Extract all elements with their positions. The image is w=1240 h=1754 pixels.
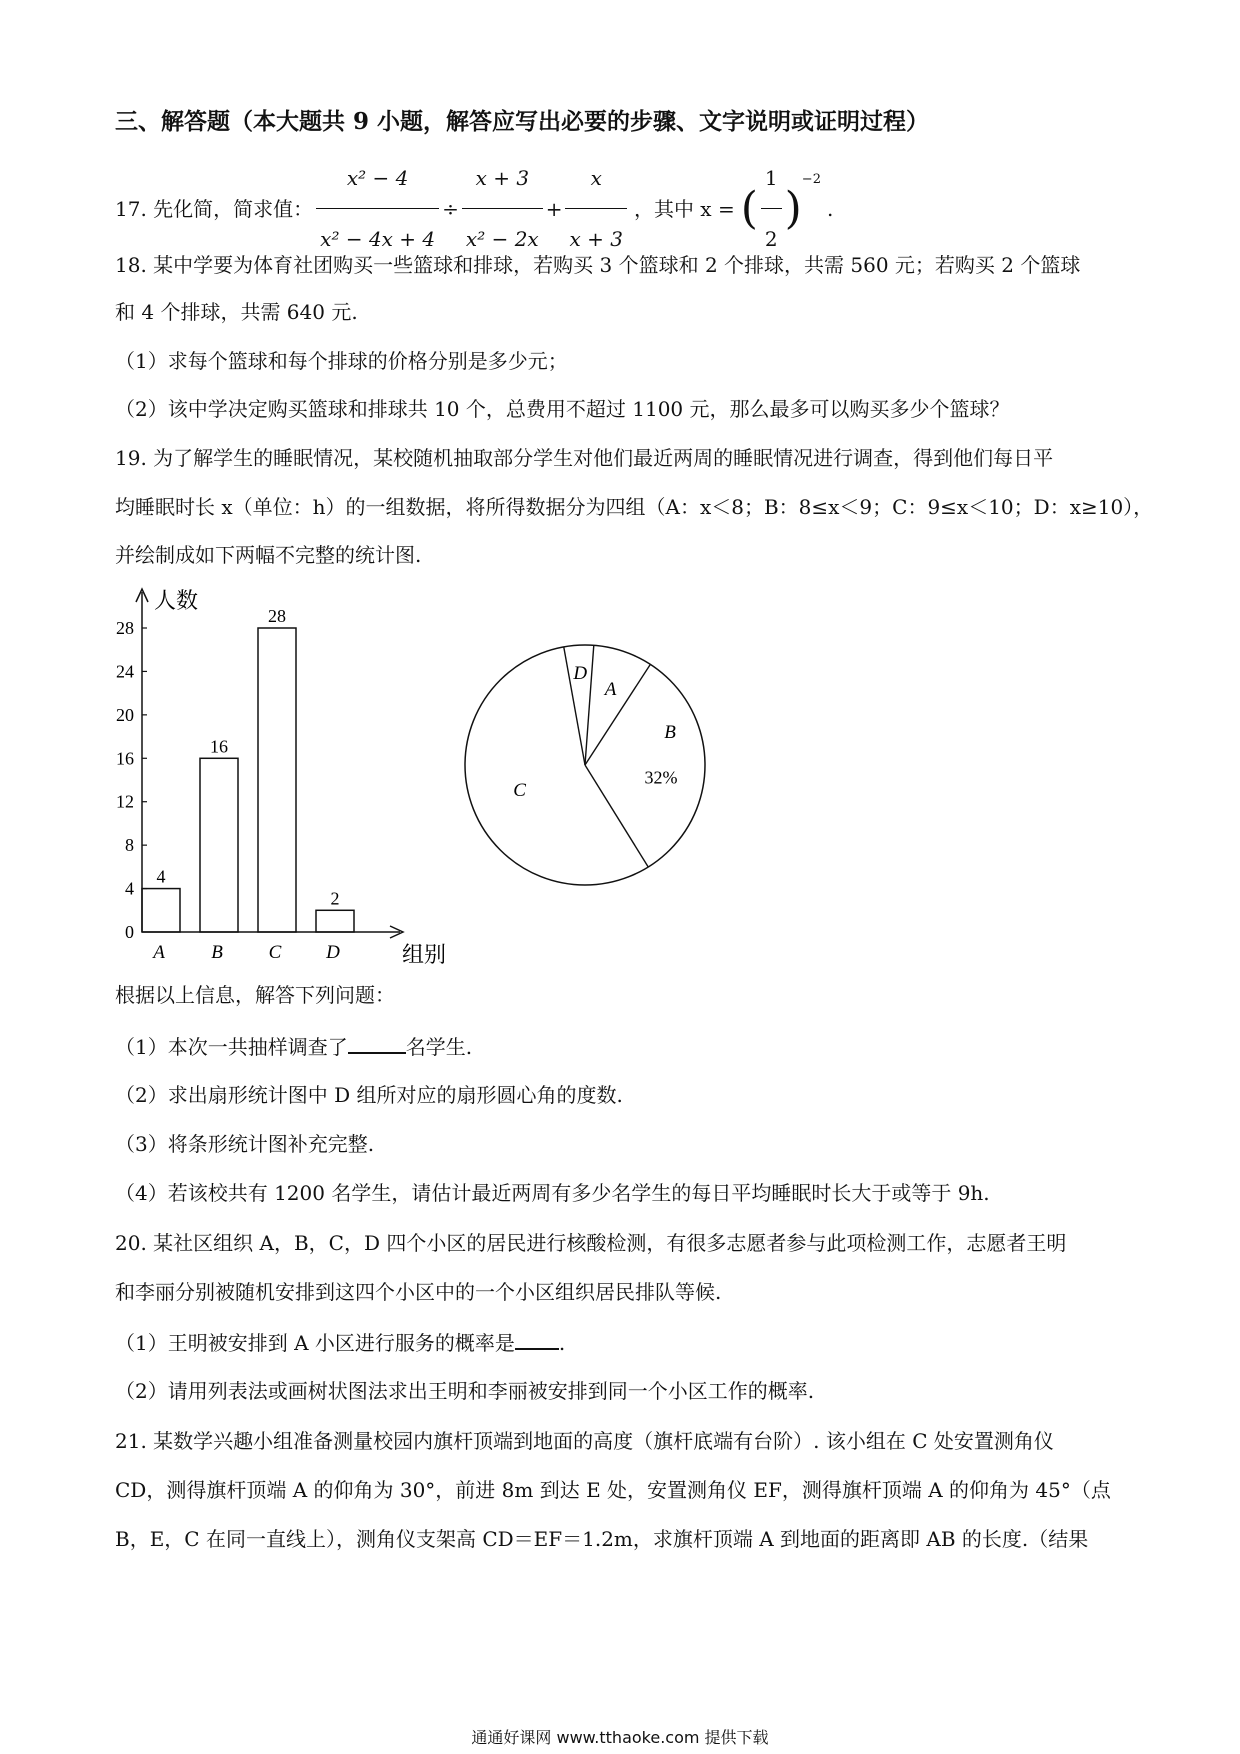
q17-f3-denominator: x + 3: [565, 208, 626, 267]
bar-D: [316, 910, 354, 932]
q19-sub-1-text-b: 名学生.: [405, 1035, 473, 1059]
pie-label-D: D: [573, 663, 588, 685]
q17-f2-denominator: x² − 2x: [462, 208, 543, 267]
q19-answer-blank[interactable]: [348, 1030, 406, 1054]
q20-sub-1: [115, 1326, 565, 1358]
q17-exponent: −2: [801, 172, 821, 187]
q18-sub-2: （2）该中学决定购买篮球和排球共 10 个，总费用不超过 1100 元，那么最多可以购买多少个篮球？: [115, 397, 1010, 421]
bar-chart-x-label: 组别: [402, 942, 447, 967]
q17-half-numerator: 1: [764, 166, 778, 190]
q17-f3-numerator: x: [590, 166, 602, 190]
pie-label-B: B: [664, 721, 676, 743]
y-tick-label: 24: [116, 661, 134, 682]
q19-intro: 根据以上信息，解答下列问题：: [115, 983, 395, 1007]
q17-f2-numerator: x + 3: [475, 166, 530, 190]
q19-sub-3: （3）将条形统计图补充完整.: [115, 1132, 375, 1156]
bar-B: [200, 758, 238, 932]
y-tick-label: 20: [116, 704, 134, 725]
q20-sub-2: （2）请用列表法或画树状图法求出王明和李丽被安排到同一个小区工作的概率.: [115, 1379, 815, 1403]
bar-value-label: 28: [268, 606, 286, 626]
x-category-label: B: [211, 942, 223, 963]
q17-end: .: [826, 196, 834, 221]
q17-right-paren: ): [784, 182, 802, 234]
q21-line-2: CD，测得旗杆顶端 A 的仰角为 30°，前进 8m 到达 E 处，安置测角仪 EF，测得旗杆顶端 A 的仰角为 45°（点: [115, 1478, 1111, 1502]
y-tick-label: 28: [116, 618, 134, 638]
bar-A: [142, 889, 180, 932]
pie-sector-boundary: [585, 664, 650, 765]
pie-label-A: A: [604, 679, 617, 701]
pie-sector-boundary: [585, 765, 648, 867]
q18-line-2: 和 4 个排球，共需 640 元.: [115, 300, 358, 324]
q20-sub-1-text-a: （1）王明被安排到 A 小区进行服务的概率是: [115, 1331, 515, 1355]
pie-percent-B: 32%: [644, 767, 678, 788]
y-tick-label: 4: [125, 878, 134, 899]
q18-sub-1: （1）求每个篮球和每个排球的价格分别是多少元；: [115, 349, 568, 373]
y-tick-label: 0: [125, 922, 134, 942]
q19-line-3: 并绘制成如下两幅不完整的统计图.: [115, 543, 422, 567]
y-tick-label: 12: [116, 791, 134, 812]
q19-sub-2: （2）求出扇形统计图中 D 组所对应的扇形圆心角的度数.: [115, 1083, 623, 1107]
q20-line-1: 20. 某社区组织 A，B，C，D 四个小区的居民进行核酸检测，有很多志愿者参与此项检测工作，志愿者王明: [115, 1231, 1067, 1255]
q20-line-2: 和李丽分别被随机安排到这四个小区中的一个小区组织居民排队等候.: [115, 1280, 722, 1304]
q19-sub-1-text-a: （1）本次一共抽样调查了: [115, 1035, 348, 1059]
x-category-label: D: [326, 942, 340, 963]
q17-condition: ，其中 x =: [633, 196, 735, 221]
q21-line-1: 21. 某数学兴趣小组准备测量校园内旗杆顶端到地面的高度（旗杆底端有台阶）. 该小组在 C 处安置测角仪: [115, 1429, 1054, 1453]
bar-value-label: 4: [156, 866, 166, 887]
q19-sub-4: （4）若该校共有 1200 名学生，请估计最近两周有多少名学生的每日平均睡眠时长大于或等于 9h.: [115, 1181, 990, 1205]
q17-plus-op: +: [545, 196, 563, 221]
q20-sub-1-text-b: .: [558, 1331, 566, 1355]
footer: 通通好课网 www.tthaoke.com 提供下载: [471, 1728, 769, 1747]
section-title: 三、解答题（本大题共 9 小题，解答应写出必要的步骤、文字说明或证明过程）: [115, 108, 930, 135]
bar-value-label: 16: [210, 736, 228, 757]
q19-line-2: 均睡眠时长 x（单位：h）的一组数据，将所得数据分为四组（A：x＜8；B：8≤x＜9；C：9≤x＜10；D：x≥10），: [115, 495, 1154, 519]
q17-prefix: 17. 先化简，简求值：: [115, 196, 314, 221]
bar-chart: [110, 580, 460, 970]
x-category-label: C: [268, 942, 282, 963]
q20-answer-blank[interactable]: [515, 1326, 559, 1350]
pie-chart: [455, 635, 725, 905]
q17-f1-numerator: x² − 4: [346, 166, 409, 190]
bar-chart-y-label: 人数: [154, 588, 199, 613]
q17-divide-op: ÷: [442, 196, 459, 221]
y-tick-label: 8: [125, 835, 134, 856]
q17-half-denominator: 2: [761, 208, 782, 267]
q18-line-1: 18. 某中学要为体育社团购买一些篮球和排球，若购买 3 个篮球和 2 个排球，共需 560 元；若购买 2 个篮球: [115, 253, 1081, 277]
y-tick-label: 16: [116, 748, 134, 769]
q21-line-3: B，E，C 在同一直线上），测角仪支架高 CD＝EF＝1.2m，求旗杆顶端 A 到地面的距离即 AB 的长度.（结果: [115, 1527, 1089, 1551]
q19-sub-1: [115, 1030, 472, 1062]
q17-f1-denominator: x² − 4x + 4: [316, 208, 439, 267]
bar-value-label: 2: [330, 888, 340, 909]
q17-left-paren: (: [740, 182, 758, 234]
bar-C: [258, 628, 296, 932]
x-category-label: A: [153, 942, 165, 963]
q19-line-1: 19. 为了解学生的睡眠情况，某校随机抽取部分学生对他们最近两周的睡眠情况进行调查，得到他们每日平: [115, 446, 1054, 470]
pie-label-C: C: [513, 780, 526, 802]
